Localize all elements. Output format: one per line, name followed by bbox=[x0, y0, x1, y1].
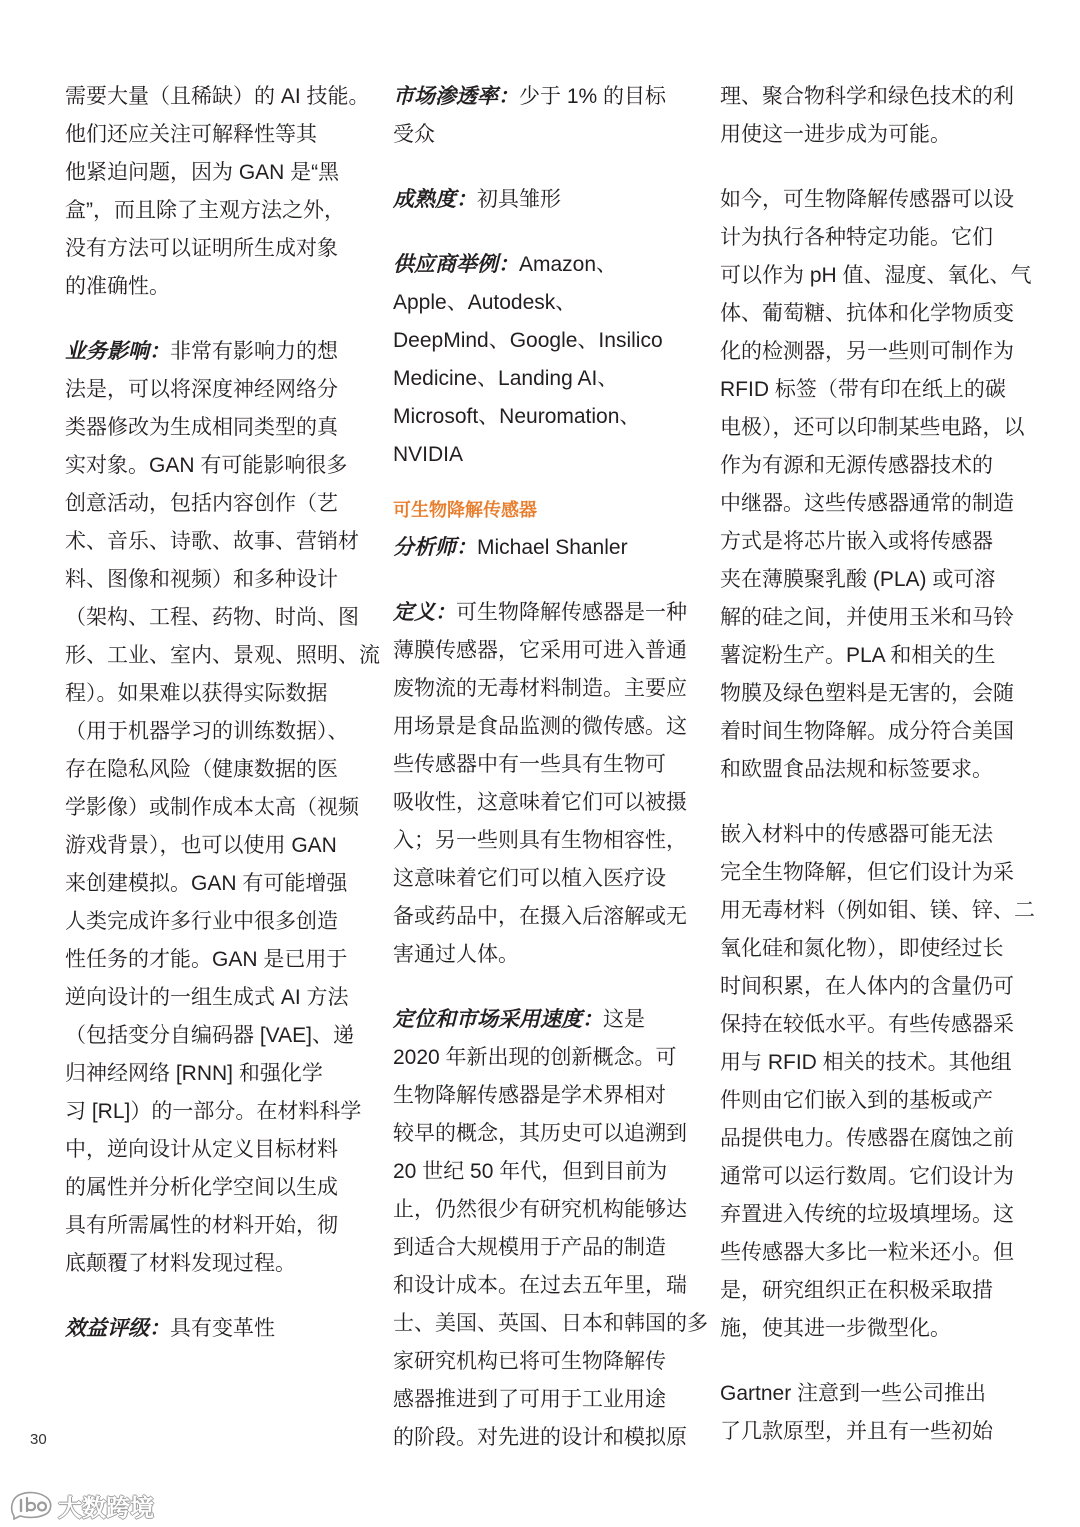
paragraph-business-impact bbox=[65, 333, 380, 1283]
field-label: 市场渗透率： bbox=[393, 85, 519, 108]
text-line: 电极），还可以印制某些电路，以 bbox=[720, 416, 1025, 439]
paragraph-definition bbox=[393, 594, 708, 974]
text-line bbox=[65, 1310, 380, 1348]
text-line: 存在隐私风险（健康数据的医 bbox=[65, 758, 338, 781]
text-line: 些传感器大多比一粒米还小。但 bbox=[720, 1241, 1014, 1264]
text-run: 具有变革性 bbox=[170, 1317, 275, 1340]
text-line: 时间积累，在人体内的含量仍可 bbox=[720, 975, 1014, 998]
text-line: 的准确性。 bbox=[65, 275, 170, 298]
text-line: NVIDIA bbox=[393, 443, 464, 466]
text-run: 非常有影响力的想 bbox=[170, 340, 338, 363]
text-line: 完全生物降解，但它们设计为采 bbox=[720, 861, 1014, 884]
text-line: 20 世纪 50 年代，但到目前为 bbox=[393, 1160, 668, 1183]
watermark-text: 大数跨境 bbox=[58, 1494, 154, 1522]
text-line: 保持在较低水平。有些传感器采 bbox=[720, 1013, 1014, 1036]
text-line bbox=[393, 594, 708, 632]
text-line: 中继器。这些传感器通常的制造 bbox=[720, 492, 1014, 515]
text-line: 件则由它们嵌入到的基板或产 bbox=[720, 1089, 993, 1112]
text-line: 类器修改为生成相同类型的真 bbox=[65, 416, 338, 439]
text-line: 着时间生物降解。成分符合美国 bbox=[720, 720, 1014, 743]
text-line: 品提供电力。传感器在腐蚀之前 bbox=[720, 1127, 1014, 1150]
text-line: 用与 RFID 相关的技术。其他组 bbox=[720, 1051, 1012, 1074]
text-line: 备或药品中，在摄入后溶解或无 bbox=[393, 905, 687, 928]
text-line: 理、聚合物科学和绿色技术的利 bbox=[720, 85, 1014, 108]
text-line: 游戏背景），也可以使用 GAN bbox=[65, 834, 337, 857]
text-line: 嵌入材料中的传感器可能无法 bbox=[720, 823, 993, 846]
field-label: 效益评级： bbox=[65, 1317, 170, 1340]
text-line bbox=[393, 529, 708, 567]
field-label: 定位和市场采用速度： bbox=[393, 1008, 603, 1031]
text-line: 人类完成许多行业中很多创造 bbox=[65, 910, 338, 933]
page-number: 30 bbox=[30, 1431, 47, 1448]
text-line: Apple、Autodesk、 bbox=[393, 291, 577, 314]
text-line: 来创建模拟。GAN 有可能增强 bbox=[65, 872, 348, 895]
text-line: 士、美国、英国、日本和韩国的多 bbox=[393, 1312, 708, 1335]
text-line bbox=[393, 181, 708, 219]
text-line: 盒”，而且除了主观方法之外， bbox=[65, 199, 345, 222]
text-line: 用无毒材料（例如钼、镁、锌、二 bbox=[720, 899, 1035, 922]
text-line: 些传感器中有一些具有生物可 bbox=[393, 753, 666, 776]
text-line: 夹在薄膜聚乳酸 (PLA) 或可溶 bbox=[720, 568, 996, 591]
text-line: 了几款原型，并且有一些初始 bbox=[720, 1420, 993, 1443]
text-line: 是，研究组织正在积极采取措 bbox=[720, 1279, 993, 1302]
text-run: Amazon、 bbox=[519, 253, 618, 276]
watermark bbox=[8, 1488, 154, 1522]
text-line: 具有所需属性的材料开始，彻 bbox=[65, 1214, 338, 1237]
text-line: 习 [RL]）的一部分。在材料科学 bbox=[65, 1100, 362, 1123]
paragraph bbox=[720, 181, 1035, 789]
text-run: 这是 bbox=[603, 1008, 645, 1031]
text-line: 可以作为 pH 值、湿度、氧化、气 bbox=[720, 264, 1032, 287]
text-line: 家研究机构已将可生物降解传 bbox=[393, 1350, 666, 1373]
section-heading: 可生物降解传感器 bbox=[393, 500, 537, 520]
paragraph-sample-vendors bbox=[393, 246, 708, 474]
text-line: 通常可以运行数周。它们设计为 bbox=[720, 1165, 1014, 1188]
text-line: 料、图像和视频）和多种设计 bbox=[65, 568, 338, 591]
paragraph-position-adoption-speed bbox=[393, 1001, 708, 1457]
column-2 bbox=[393, 78, 708, 1484]
text-line: 薄膜传感器，它采用可进入普通 bbox=[393, 639, 687, 662]
text-line: 2020 年新出现的创新概念。可 bbox=[393, 1046, 677, 1069]
text-line: Gartner 注意到一些公司推出 bbox=[720, 1382, 987, 1405]
text-line: 创意活动，包括内容创作（艺 bbox=[65, 492, 338, 515]
text-line: 害通过人体。 bbox=[393, 943, 519, 966]
text-line: 和欧盟食品法规和标签要求。 bbox=[720, 758, 993, 781]
text-line: 实对象。GAN 有可能影响很多 bbox=[65, 454, 348, 477]
column-3 bbox=[720, 78, 1035, 1478]
field-label: 供应商举例： bbox=[393, 253, 519, 276]
column-1 bbox=[65, 78, 380, 1375]
text-line: 他们还应关注可解释性等其 bbox=[65, 123, 317, 146]
text-line: （架构、工程、药物、时尚、图 bbox=[65, 606, 359, 629]
text-line: 氧化硅和氮化物），即使经过长 bbox=[720, 937, 1004, 960]
paragraph bbox=[720, 816, 1035, 1348]
text-line: 较早的概念，其历史可以追溯到 bbox=[393, 1122, 687, 1145]
text-line: 物膜及绿色塑料是无害的，会随 bbox=[720, 682, 1014, 705]
paragraph bbox=[720, 1375, 1035, 1451]
text-line: 受众 bbox=[393, 123, 435, 146]
text-line bbox=[65, 333, 380, 371]
text-line: 用使这一进步成为可能。 bbox=[720, 123, 951, 146]
text-line: 废物流的无毒材料制造。主要应 bbox=[393, 677, 687, 700]
text-line: 形、工业、室内、景观、照明、流 bbox=[65, 644, 380, 667]
text-line: 逆向设计的一组生成式 AI 方法 bbox=[65, 986, 349, 1009]
text-line: 和设计成本。在过去五年里，瑞 bbox=[393, 1274, 687, 1297]
text-line: 需要大量（且稀缺）的 AI 技能。 bbox=[65, 85, 370, 108]
text-line: 程）。如果难以获得实际数据 bbox=[65, 682, 328, 705]
field-label: 分析师： bbox=[393, 536, 477, 559]
field-label: 成熟度： bbox=[393, 188, 477, 211]
text-line: 中，逆向设计从定义目标材料 bbox=[65, 1138, 338, 1161]
text-line: 弃置进入传统的垃圾填埋场。这 bbox=[720, 1203, 1014, 1226]
text-line bbox=[393, 1001, 708, 1039]
text-line: （用于机器学习的训练数据）、 bbox=[65, 720, 349, 743]
text-line: 体、葡萄糖、抗体和化学物质变 bbox=[720, 302, 1014, 325]
analyst-name: Michael Shanler bbox=[477, 536, 628, 559]
field-label: 业务影响： bbox=[65, 340, 170, 363]
text-line: 如今，可生物降解传感器可以设 bbox=[720, 188, 1014, 211]
text-line: 感器推进到了可用于工业用途 bbox=[393, 1388, 666, 1411]
text-line: （包括变分自编码器 [VAE]、递 bbox=[65, 1024, 354, 1047]
paragraph bbox=[720, 78, 1035, 154]
text-run: 可生物降解传感器是一种 bbox=[456, 601, 687, 624]
text-line: 这意味着它们可以植入医疗设 bbox=[393, 867, 666, 890]
text-run: 少于 1% 的目标 bbox=[519, 85, 667, 108]
text-line: 学影像）或制作成本太高（视频 bbox=[65, 796, 359, 819]
paragraph-benefit-rating bbox=[65, 1310, 380, 1348]
text-line: DeepMind、Google、Insilico bbox=[393, 329, 663, 352]
text-line: 作为有源和无源传感器技术的 bbox=[720, 454, 993, 477]
text-line: 没有方法可以证明所生成对象 bbox=[65, 237, 338, 260]
text-line: 的属性并分析化学空间以生成 bbox=[65, 1176, 338, 1199]
text-line bbox=[393, 246, 708, 284]
text-line: 止，仍然很少有研究机构能够达 bbox=[393, 1198, 687, 1221]
text-line: 归神经网络 [RNN] 和强化学 bbox=[65, 1062, 323, 1085]
text-line: 的阶段。对先进的设计和模拟原 bbox=[393, 1426, 687, 1449]
text-line: 方式是将芯片嵌入或将传感器 bbox=[720, 530, 993, 553]
text-line: 解的硅之间，并使用玉米和马铃 bbox=[720, 606, 1014, 629]
section-header-block bbox=[393, 491, 708, 567]
text-line: 到适合大规模用于产品的制造 bbox=[393, 1236, 666, 1259]
paragraph-market-penetration bbox=[393, 78, 708, 154]
text-line: 用场景是食品监测的微传感。这 bbox=[393, 715, 687, 738]
text-line: 化的检测器，另一些则可制作为 bbox=[720, 340, 1014, 363]
text-line: 法是，可以将深度神经网络分 bbox=[65, 378, 338, 401]
text-line: 性任务的才能。GAN 是已用于 bbox=[65, 948, 348, 971]
text-line: Microsoft、Neuromation、 bbox=[393, 405, 641, 428]
text-line: 吸收性，这意味着它们可以被摄 bbox=[393, 791, 687, 814]
text-line: 生物降解传感器是学术界相对 bbox=[393, 1084, 666, 1107]
text-line: 薯淀粉生产。PLA 和相关的生 bbox=[720, 644, 996, 667]
text-line: Medicine、Landing AI、 bbox=[393, 367, 619, 390]
text-line: 计为执行各种特定功能。它们 bbox=[720, 226, 993, 249]
text-line: 他紧迫问题，因为 GAN 是“黑 bbox=[65, 161, 340, 184]
text-line: 入；另一些则具有生物相容性， bbox=[393, 829, 687, 852]
text-line: 底颠覆了材料发现过程。 bbox=[65, 1252, 296, 1275]
text-line: RFID 标签（带有印在纸上的碳 bbox=[720, 378, 1006, 401]
field-label: 定义： bbox=[393, 601, 456, 624]
text-run: 初具雏形 bbox=[477, 188, 561, 211]
paragraph-maturity bbox=[393, 181, 708, 219]
watermark-logo bbox=[8, 1490, 54, 1520]
paragraph bbox=[65, 78, 380, 306]
text-line: 术、音乐、诗歌、故事、营销材 bbox=[65, 530, 359, 553]
text-line: 施，使其进一步微型化。 bbox=[720, 1317, 951, 1340]
text-line bbox=[393, 78, 708, 116]
